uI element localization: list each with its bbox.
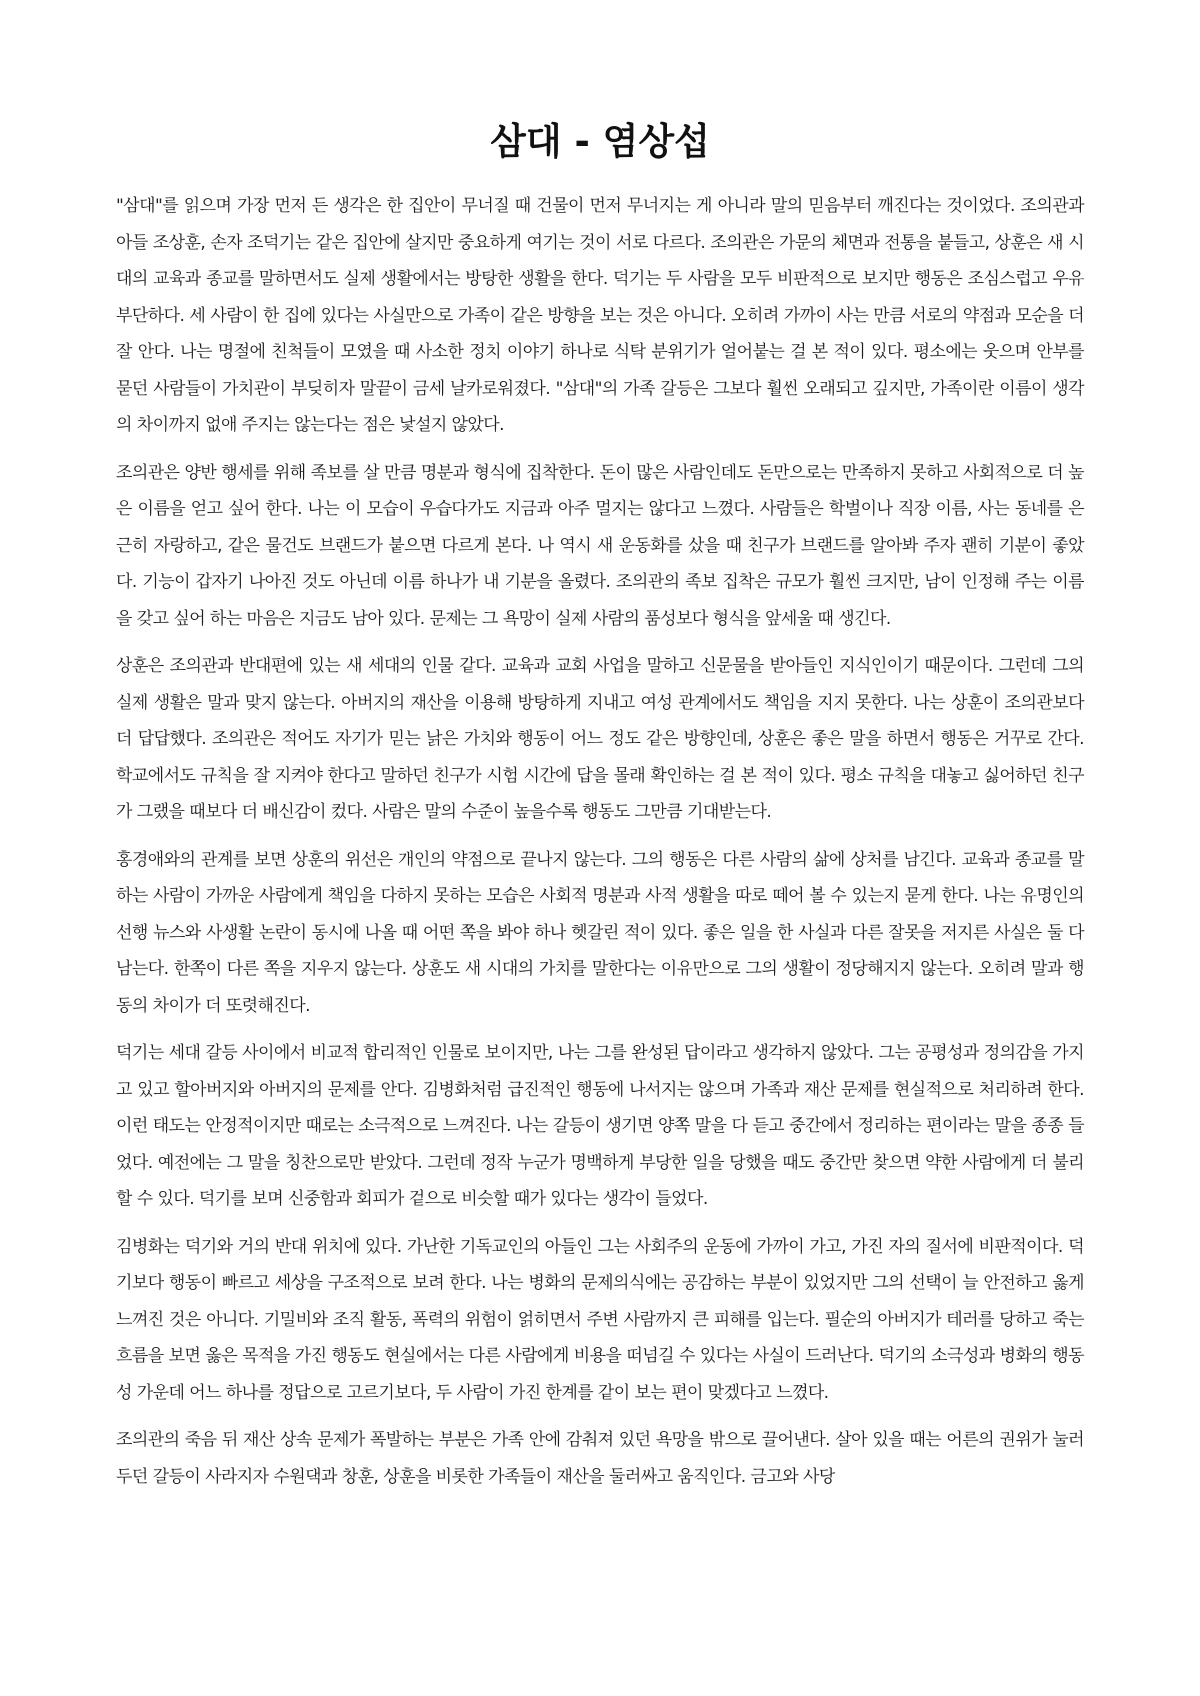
paragraph: 덕기는 세대 갈등 사이에서 비교적 합리적인 인물로 보이지만, 나는 그를 완성된 답이라고 생각하지 않았다. 그는 공평성과 정의감을 가지고 있고 할아버지와 아버지의 문제를 안다. 김병화처럼 급진적인 행동에 나서지는 않으며 가족과 재산 문제를 현실적으로 처리하려 한다. 이런 태도는 안정적이지만 때로는 소극적으로 느껴진다. 나는 갈등이 생기면 양쪽 말을 다 듣고 중간에서 정리하는 편이라는 말을 종종 들었다. 예전에는 그 말을 칭찬으로만 받았다. 그런데 정작 누군가 명백하게 부당한 일을 당했을 때도 중간만 찾으면 약한 사람에게 더 불리할 수 있다. 덕기를 보며 신중함과 회피가 겉으로 비슷할 때가 있다는 생각이 들었다. — [116, 1043, 1084, 1209]
essay-body — [116, 188, 1084, 1495]
document-title: 삼대 - 염상섭 — [490, 120, 710, 163]
paragraph: 상훈은 조의관과 반대편에 있는 새 세대의 인물 같다. 교육과 교회 사업을 말하고 신문물을 받아들인 지식인이기 때문이다. 그런데 그의 실제 생활은 말과 맞지 않는다. 아버지의 재산을 이용해 방탕하게 지내고 여성 관계에서도 책임을 지지 못한다. 나는 상훈이 조의관보다 더 답답했다. 조의관은 적어도 자기가 믿는 낡은 가치와 행동이 어느 정도 같은 방향인데, 상훈은 좋은 말을 하면서 행동은 거꾸로 간다. 학교에서도 규칙을 잘 지켜야 한다고 말하던 친구가 시험 시간에 답을 몰래 확인하는 걸 본 적이 있다. 평소 규칙을 대놓고 싫어하던 친구가 그랬을 때보다 더 배신감이 컸다. 사람은 말의 수준이 높을수록 행동도 그만큼 기대받는다. — [116, 656, 1084, 822]
paragraph: 김병화는 덕기와 거의 반대 위치에 있다. 가난한 기독교인의 아들인 그는 사회주의 운동에 가까이 가고, 가진 자의 질서에 비판적이다. 덕기보다 행동이 빠르고 세상을 구조적으로 보려 한다. 나는 병화의 문제의식에는 공감하는 부분이 있었지만 그의 선택이 늘 안전하고 옳게 느껴진 것은 아니다. 기밀비와 조직 활동, 폭력의 위험이 얽히면서 주변 사람까지 큰 피해를 입는다. 필순의 아버지가 테러를 당하고 죽는 흐름을 보면 옳은 목적을 가진 행동도 현실에서는 다른 사람에게 비용을 떠넘길 수 있다는 사실이 드러난다. 덕기의 소극성과 병화의 행동성 가운데 어느 하나를 정답으로 고르기보다, 두 사람이 가진 한계를 같이 보는 편이 맞겠다고 느꼈다. — [116, 1236, 1084, 1403]
paragraph: 조의관은 양반 행세를 위해 족보를 살 만큼 명분과 형식에 집착한다. 돈이 많은 사람인데도 돈만으로는 만족하지 못하고 사회적으로 더 높은 이름을 얻고 싶어 한다. 나는 이 모습이 우습다가도 지금과 아주 멀지는 않다고 느꼈다. 사람들은 학벌이나 직장 이름, 사는 동네를 은근히 자랑하고, 같은 물건도 브랜드가 붙으면 다르게 본다. 나 역시 새 운동화를 샀을 때 친구가 브랜드를 알아봐 주자 괜히 기분이 좋았다. 기능이 갑자기 나아진 것도 아닌데 이름 하나가 내 기분을 올렸다. 조의관의 족보 집착은 규모가 훨씬 크지만, 남이 인정해 주는 이름을 갖고 싶어 하는 마음은 지금도 남아 있다. 문제는 그 욕망이 실제 사람의 품성보다 형식을 앞세울 때 생긴다. — [116, 462, 1084, 629]
paragraph: 조의관의 죽음 뒤 재산 상속 문제가 폭발하는 부분은 가족 안에 감춰져 있던 욕망을 밖으로 끌어낸다. 살아 있을 때는 어른의 권위가 눌러 두던 갈등이 사라지자 수원댁과 창훈, 상훈을 비롯한 가족들이 재산을 둘러싸고 움직인다. 금고와 사당 — [116, 1430, 1084, 1487]
paragraph: 홍경애와의 관계를 보면 상훈의 위선은 개인의 약점으로 끝나지 않는다. 그의 행동은 다른 사람의 삶에 상처를 남긴다. 교육과 종교를 말하는 사람이 가까운 사람에게 책임을 다하지 못하는 모습은 사회적 명분과 사적 생활을 따로 떼어 볼 수 있는지 묻게 한다. 나는 유명인의 선행 뉴스와 사생활 논란이 동시에 나올 때 어떤 쪽을 봐야 하나 헷갈린 적이 있다. 좋은 일을 한 사실과 다른 잘못을 저지른 사실은 둘 다 남는다. 한쪽이 다른 쪽을 지우지 않는다. 상훈도 새 시대의 가치를 말한다는 이유만으로 그의 생활이 정당해지지 않는다. 오히려 말과 행동의 차이가 더 또렷해진다. — [116, 849, 1084, 1016]
paragraph: "삼대"를 읽으며 가장 먼저 든 생각은 한 집안이 무너질 때 건물이 먼저 무너지는 게 아니라 말의 믿음부터 깨진다는 것이었다. 조의관과 아들 조상훈, 손자 조덕기는 같은 집안에 살지만 중요하게 여기는 것이 서로 다르다. 조의관은 가문의 체면과 전통을 붙들고, 상훈은 새 시대의 교육과 종교를 말하면서도 실제 생활에서는 방탕한 생활을 한다. 덕기는 두 사람을 모두 비판적으로 보지만 행동은 조심스럽고 우유부단하다. 세 사람이 한 집에 있다는 사실만으로 가족이 같은 방향을 보는 것은 아니다. 오히려 가까이 사는 만큼 서로의 약점과 모순을 더 잘 안다. 나는 명절에 친척들이 모였을 때 사소한 정치 이야기 하나로 식탁 분위기가 얼어붙는 걸 본 적이 있다. 평소에는 웃으며 안부를 묻던 사람들이 가치관이 부딪히자 말끝이 금세 날카로워졌다. "삼대"의 가족 갈등은 그보다 훨씬 오래되고 깊지만, 가족이란 이름이 생각의 차이까지 없애 주지는 않는다는 점은 낯설지 않았다. — [116, 196, 1084, 435]
